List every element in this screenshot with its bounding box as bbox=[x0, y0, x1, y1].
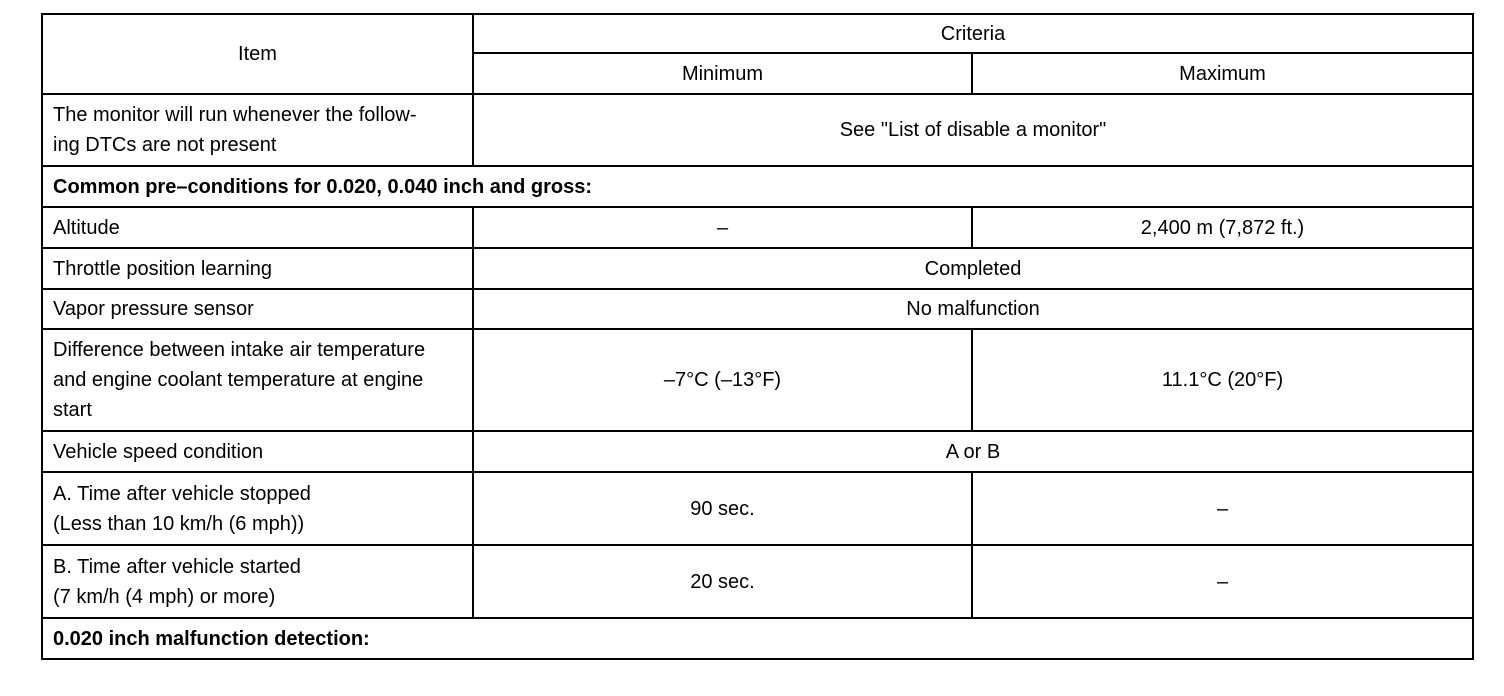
table-row bbox=[42, 289, 1473, 329]
table-row bbox=[42, 248, 1473, 289]
criteria-table bbox=[41, 13, 1474, 660]
row-item: Vehicle speed condition bbox=[42, 431, 473, 472]
row-item-line: Difference between intake air temperature bbox=[53, 339, 426, 361]
row-item-line: start bbox=[53, 399, 92, 421]
section-heading: Common pre–conditions for 0.020, 0.040 inch and gross: bbox=[42, 166, 1473, 207]
row-criteria: A or B bbox=[473, 431, 1473, 472]
section-row bbox=[42, 618, 1473, 659]
row-item-line: ing DTCs are not present bbox=[53, 134, 277, 156]
row-minimum: – bbox=[473, 207, 972, 248]
row-maximum: – bbox=[972, 472, 1473, 545]
row-minimum: –7°C (–13°F) bbox=[473, 329, 972, 431]
row-item-line: (7 km/h (4 mph) or more) bbox=[53, 585, 276, 608]
row-criteria: Completed bbox=[473, 248, 1473, 289]
row-minimum: 90 sec. bbox=[473, 472, 972, 545]
section-row bbox=[42, 166, 1473, 207]
row-item-line: (Less than 10 km/h (6 mph)) bbox=[53, 512, 305, 535]
row-item: Throttle position learning bbox=[42, 248, 473, 289]
row-item bbox=[42, 94, 473, 166]
row-item-line: B. Time after vehicle started bbox=[53, 555, 301, 578]
row-maximum: 11.1°C (20°F) bbox=[972, 329, 1473, 431]
row-item-line: A. Time after vehicle stopped bbox=[53, 482, 311, 505]
table-row bbox=[42, 329, 1473, 431]
header-maximum: Maximum bbox=[972, 53, 1473, 94]
row-criteria: No malfunction bbox=[473, 289, 1473, 329]
row-maximum: – bbox=[972, 545, 1473, 618]
row-item: Altitude bbox=[42, 207, 473, 248]
row-item-line: The monitor will run whenever the follow- bbox=[53, 104, 417, 126]
header-minimum: Minimum bbox=[473, 53, 972, 94]
table-row bbox=[42, 472, 1473, 545]
row-item bbox=[42, 329, 473, 431]
row-maximum: 2,400 m (7,872 ft.) bbox=[972, 207, 1473, 248]
row-criteria: See "List of disable a monitor" bbox=[473, 94, 1473, 166]
table-row bbox=[42, 545, 1473, 618]
section-heading: 0.020 inch malfunction detection: bbox=[42, 618, 1473, 659]
table-row bbox=[42, 94, 1473, 166]
row-item: Vapor pressure sensor bbox=[42, 289, 473, 329]
table-row bbox=[42, 431, 1473, 472]
row-item-line: and engine coolant temperature at engine bbox=[53, 369, 424, 391]
table-row bbox=[42, 207, 1473, 248]
row-item bbox=[42, 472, 473, 545]
header-item: Item bbox=[42, 14, 473, 94]
row-item bbox=[42, 545, 473, 618]
row-minimum: 20 sec. bbox=[473, 545, 972, 618]
header-row bbox=[42, 14, 1473, 53]
header-criteria: Criteria bbox=[473, 14, 1473, 53]
